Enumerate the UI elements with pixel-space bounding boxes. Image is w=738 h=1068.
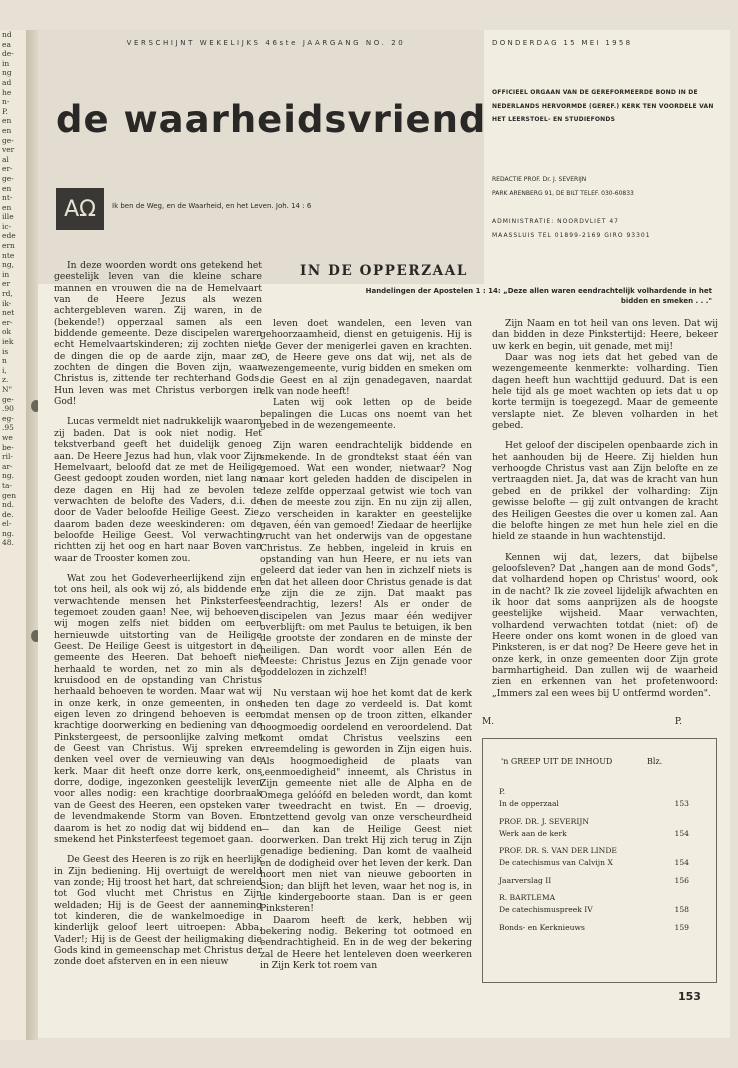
contents-entry-title: Werk aan de kerk	[499, 828, 567, 838]
scripture-quote: Handelingen der Apostelen 1 : 14: „Deze allen waren eendrachtelijk volhardende in het bidden en smeken . . ."	[365, 287, 712, 305]
prev-page-fragment: er	[2, 279, 11, 289]
article-paragraph: Zijn Naam en tot heil van ons leven. Dat wij dan bidden in deze Pinkstertijd: Heere, bekeer uw kerk en begin, uit genade, met mij!	[492, 318, 718, 352]
prev-page-fragment: is	[2, 346, 9, 356]
newspaper-title: de waarheidsvriend	[56, 98, 487, 141]
prev-page-fragment: ng	[2, 68, 12, 78]
contents-entry	[499, 858, 689, 870]
prev-page-fragment: P.	[2, 106, 8, 116]
prev-page-fragment: en	[2, 125, 12, 135]
article-paragraph: leven doet wandelen, een leven van gehoorzaamheid, dienst en getuigenis. Hij is de Gever der menigerlei gaven en krachten. O, de Heere geve ons dat wij, net als de wezengemeente, vurig bidden en smeken om die Geest en al zijn genadegaven, naardat elk van node heeft!	[260, 318, 472, 398]
contents-entry-title: Bonds- en Kerknieuws	[499, 922, 585, 932]
prev-page-fragment: en	[2, 202, 12, 212]
article-paragraph: Kennen wij dat, lezers, dat bijbelse geloofsleven? Dat „hangen aan de mond Gods", dat volhardend hopen op Christus' woord, ook in de nacht? Ik zie zoveel lijdelijk afwachten en ik hoor dat soms aanprijzen als de hoogste geestelijke wijsheid. Maar verwachten, volhardend verwachten totdat (niet: of) de Heere onder ons komt wonen in de gloed van Pinksteren, is er dat nog? De Heere geve het in onze kerk, in onze gemeenten door Zijn grote barmhartigheid. Dan zullen wij de waarheid zien en erkennen van het profetenwoord: „Immers zal een wees bij U ontfermd worden".	[492, 551, 718, 699]
logo-text: AΩ	[64, 196, 96, 222]
contents-entry	[499, 923, 689, 935]
contents-entry-title: De catechismuspreek IV	[499, 905, 593, 914]
prev-page-fragment: ad	[2, 77, 12, 87]
prev-page-fragment: ng,	[2, 260, 15, 270]
article-paragraph: Daarom heeft de kerk, hebben wij bekering nodig. Bekering tot ootmoed en eendrachtigheid. En in de weg der bekering zal de Heere het lenteleven doen weerkeren in Zijn Kerk tot roem van	[260, 914, 472, 971]
contents-entry	[499, 829, 689, 841]
masthead-line: VERSCHIJNT WEKELIJKS 46ste JAARGANG NO. 20	[126, 39, 406, 47]
article-paragraph: Nu verstaan wij hoe het komt dat de kerk heden ten dage zo verdeeld is. Dat komt omdat mensen op de troon zitten, elkander hoogmoedig oordelend en veroordelend. Dat komt omdat Christus veelszins een vreemdeling is geworden in Zijn eigen huis. Als hoogmoedigheid de plaats van „eenmoedigheid" inneemt, als Christus in Zijn gemeente niet alle de Alpha en de Omega gelóófd en beleden wordt, dan komt er tweedracht en twist. En — droevig, ontzettend gevolg van onze verscheurdheid — dan kan de Heilige Geest niet doorwerken. Dan trekt Hij zich terug in Zijn genadige bediening. Dan komt de vaalheid en de dodigheid over het leven der kerk. Dan hoort men niet van nieuwe geboorten in Sion; dan blijft het leven, waar het nog is, in de kindergeboorte staan. Dan is er geen Pinksteren!	[260, 687, 472, 915]
prev-page-fragment: net	[2, 308, 15, 318]
signature-left: M.	[482, 717, 495, 727]
prev-page-fragment: in	[2, 269, 10, 279]
article-paragraph: De Geest des Heeren is zo rijk en heerlijk in Zijn bediening. Hij overtuigt de wereld van zonde; Hij troost het hart, dat schreiend tot God vlucht met Christus en Zijn weldaden; Hij is de Geest der aanneming tot kinderen, die de wankelmoedige in kinderlijk geloof leert uitroepen: Abba, Vader!; Hij is de Geest der heiligmaking die Gods kind in gemeenschap met Christus der zonde doet afsterven en in een nieuw	[54, 854, 262, 968]
contents-entry-page: 159	[674, 922, 689, 932]
prev-page-fragment: nd	[2, 30, 12, 39]
admin-contact: MAASSLUIS TEL 01899-2169 GIRO 93301	[492, 232, 651, 239]
prev-page-fragment: eg-	[2, 413, 14, 423]
contents-page-heading: Blz.	[647, 757, 663, 766]
article-paragraph: Laten wij ook letten op de beide bepalingen die Lucas ons noemt van het gebed in de wezengemeente.	[260, 397, 472, 432]
article-paragraph: Wat zou het Godeverheerlijkend zijn en tot ons heil, als ook wij zó, als biddende en verwachtende mensen het Pinksterfeest tegemoet zouden gaan! Nee, wij behoeven, wij mogen zelfs niet bidden om een hernieuwde uitstorting van de Heilige Geest. De Heilige Geest is uitgestort in de gemeente des Heeren. Dat behoeft niet herhaald te worden, net zo min als de kruisdood en de opstanding van Christus herhaald behoeven te worden. Maar wat wij in onze kerk, in onze gemeenten, in ons eigen leven zo dringend behoeven is een krachtige doorwerking en bediening van de Pinkstergeest, de persoonlijke zalving met de Geest van Christus. Wij spreken en denken veel over de vernieuwing van de kerk. Maar dit heeft onze dorre kerk, ons dorre, dodige, ingezonken geestelijk leven voor alles nodig: een krachtige doorbraak van de Geest des Heeren, een opsteken van de levendmakende Storm van Boven. En daarom is het zo nodig dat wij biddend en smekend het Pinksterfeest tegemoet gaan.	[54, 572, 262, 845]
prev-page-fragment: he	[2, 87, 12, 97]
prev-page-fragment: ic-	[2, 221, 12, 231]
prev-page-fragment: gen	[2, 490, 17, 500]
prev-page-fragment: er-	[2, 317, 13, 327]
contents-entry-title: In de opperzaal	[499, 799, 559, 808]
page-gutter	[26, 30, 38, 1040]
prev-page-fragment: in	[2, 58, 10, 68]
article-paragraph: Daar was nog iets dat het gebed van de wezengemeente kenmerkte: volharding. Tien dagen heeft hun wachttijd geduurd. Dat is een hele tijd als ge moet wachten op iets dat u op korte termijn is toegezegd. Maar de gemeente verslapte niet. Ze bleven volharden in het gebed.	[492, 352, 718, 432]
contents-entry-page: 153	[674, 799, 689, 808]
motto: Ik ben de Weg, en de Waarheid, en het Leven. Joh. 14 : 6	[112, 202, 312, 210]
redactie-address: PARK ARENBERG 91, DE BILT TELEF. 030-60833	[492, 190, 634, 197]
article-paragraph: In deze woorden wordt ons getekend het geestelijk leven van die kleine schare mannen en vrouwen die na de Hemelvaart van de Heere Jezus als wezen achtergebleven waren. Zij waren, in de (bekende!) opperzaal samen als een biddende gemeente. Deze discipelen waren echt Hemelvaartskinderen; zij zochten niet de dingen die op de aarde zijn, maar ze zochten de dingen die Boven zijn, waar Christus is, zittende ter rechterhand Gods. Hun leven was met Christus verborgen in God!	[54, 260, 262, 408]
prev-page-fragment: N"	[2, 384, 13, 394]
contents-author: PROF. DR. S. VAN DER LINDE	[499, 846, 617, 855]
article-paragraph: Lucas vermeldt niet nadrukkelijk waarom zij baden. Dat is ook niet nodig. Het tekstverband geeft het duidelijk genoeg aan. De Heere Jezus had hun, vlak voor Zijn Hemelvaart, beloofd dat ze met de Heilige Geest gedoopt zouden worden, niet lang na deze dagen en Hij had ze bevolen te verwachten de belofte des Vaders, d.i. de door de Vader beloofde Heilige Geest. Zie, daarom baden deze weeskinderen: om de beloofde Heilige Geest. Vol verwachting richtten zij het oog en hart naar Boven van waar de Trooster komen zou.	[54, 416, 262, 564]
prev-page-fragment: n-	[2, 97, 10, 107]
article-signature	[482, 717, 682, 727]
contents-entry	[499, 905, 689, 917]
newspaper-page	[38, 30, 730, 1038]
page-number: 153	[678, 990, 701, 1003]
prev-page-fragment: ern	[2, 241, 15, 251]
contents-entry-page: 156	[674, 875, 689, 885]
prev-page-fragment: ng.	[2, 471, 15, 481]
contents-author: R. BARTLEMA	[499, 893, 556, 902]
article-paragraph: Zijn waren eendrachtelijk biddende en smekende. In de grondtekst staat één van gemoed. Wat een wonder, nietwaar? Nog maar kort geleden hadden de discipelen in deze zelfde opperzaal getwist wie toch van hen de meeste zou zijn. En nu zijn zij allen, zo verscheiden in karakter en geestelijke gaven, één van gemoed! Ziedaar de heerlijke vrucht van het onderwijs van de opgestane Christus. Ze hebben, ingeleid in kruis en opstanding van hun Heere, er nu iets van geleerd dat ieder van hen in zichzelf niets is en dat het alleen door Christus genade is dat ze zijn die ze zijn. Dat maakt pas eendrachtig, lezers! Als er onder de discipelen van Jezus maar één wedijver overblijft: om met Paulus te betuigen, ik ben de grootste der zondaren en de minste der heiligen. Dan wordt voor allen Eén de Meeste: Christus Jezus en Zijn genade voor goddelozen in zichzelf!	[260, 440, 472, 679]
prev-page-fragment: de-	[2, 49, 14, 59]
article-paragraph: Het geloof der discipelen openbaarde zich in het aanhouden bij de Heere. Zij hielden hun verhoogde Christus vast aan Zijn belofte en ze vertraagden niet. Ja, dat was de kracht van hun gebed en de prikkel der volharding: Zijn gewisse belofte — gij zult ontvangen de kracht des Heiligen Geestes die over u komen zal. Aan die belofte hingen ze met hun hele ziel en die hield ze staande in hun wachtenstijd.	[492, 440, 718, 543]
administration-address	[492, 215, 722, 243]
prev-page-fragment: en	[2, 183, 12, 193]
article-column-3	[492, 318, 718, 699]
issue-date: DONDERDAG 15 MEI 1958	[492, 39, 633, 47]
prev-page-fragment: n	[2, 356, 7, 366]
prev-page-fragment: en	[2, 116, 12, 126]
prev-page-fragment: ge-	[2, 173, 14, 183]
official-organ-text: OFFICIEEL ORGAAN VAN DE GEREFORMEERDE BOND IN DE NEDERLANDS HERVORMDE (GEREF.) KERK TEN VOORDELE VAN HET LEERSTOEL- EN STUDIEFONDS	[492, 89, 714, 124]
contents-entry-title: Jaarverslag II	[499, 875, 552, 885]
prev-page-fragment: ille	[2, 212, 14, 222]
alpha-omega-logo	[56, 188, 104, 230]
prev-page-fragment: rd,	[2, 289, 13, 299]
contents-entry-page: 158	[674, 905, 689, 914]
contents-list	[499, 787, 689, 940]
prev-page-fragment: de.	[2, 509, 14, 519]
contents-entry	[499, 799, 689, 811]
contents-entry-page: 154	[674, 828, 689, 838]
prev-page-fragment: ta-	[2, 480, 13, 490]
prev-page-fragment: el-	[2, 519, 12, 529]
prev-page-fragment: ik-	[2, 298, 12, 308]
prev-page-fragment: i,	[2, 365, 7, 375]
prev-page-fragment: ge-	[2, 394, 14, 404]
prev-page-fragment: z.	[2, 375, 9, 385]
contents-author: PROF. DR. J. SEVERIJN	[499, 816, 590, 826]
prev-page-fragment: ar-	[2, 461, 13, 471]
redactie-line: REDACTIE PROF. Dr. J. SEVERIJN	[492, 176, 587, 183]
article-title: IN DE OPPERZAAL	[300, 263, 468, 279]
prev-page-fragment: ge-	[2, 135, 14, 145]
prev-page-fragment: we	[2, 432, 13, 442]
prev-page-fragment: ea	[2, 39, 11, 49]
article-column-2	[260, 318, 472, 971]
prev-page-fragment: ede	[2, 231, 16, 241]
prev-page-fragment: ril-	[2, 452, 13, 462]
contents-entry-page: 154	[674, 858, 689, 867]
prev-page-fragment: nte	[2, 250, 15, 260]
prev-page-fragment: be-	[2, 442, 14, 452]
prev-page-fragment: iek	[2, 337, 14, 346]
prev-page-fragment: .90	[2, 404, 14, 414]
prev-page-fragment: al	[2, 154, 9, 164]
previous-page-edge	[0, 30, 27, 1040]
masthead-band	[38, 30, 487, 284]
table-of-contents	[482, 738, 717, 983]
contents-heading: 'n GREEP UIT DE INHOUD	[501, 757, 613, 766]
prev-page-fragment: 48.	[2, 538, 14, 548]
admin-line: ADMINISTRATIE: NOORDVLIET 47	[492, 218, 619, 225]
prev-page-fragment: ng.	[2, 528, 15, 538]
signature-right: P.	[674, 717, 682, 727]
prev-page-fragment: ver	[2, 145, 15, 155]
prev-page-fragment: nt-	[2, 193, 13, 203]
contents-entry	[499, 876, 689, 888]
prev-page-fragment: er-	[2, 164, 13, 174]
article-column-1	[54, 260, 262, 968]
prev-page-fragment: nd.	[2, 500, 15, 510]
contents-entry-title: De catechismus van Calvijn X	[499, 858, 613, 867]
prev-page-fragment: ok	[2, 327, 12, 337]
editorial-address	[492, 173, 722, 201]
contents-author: P.	[499, 787, 505, 796]
prev-page-fragment: .95	[2, 423, 14, 433]
